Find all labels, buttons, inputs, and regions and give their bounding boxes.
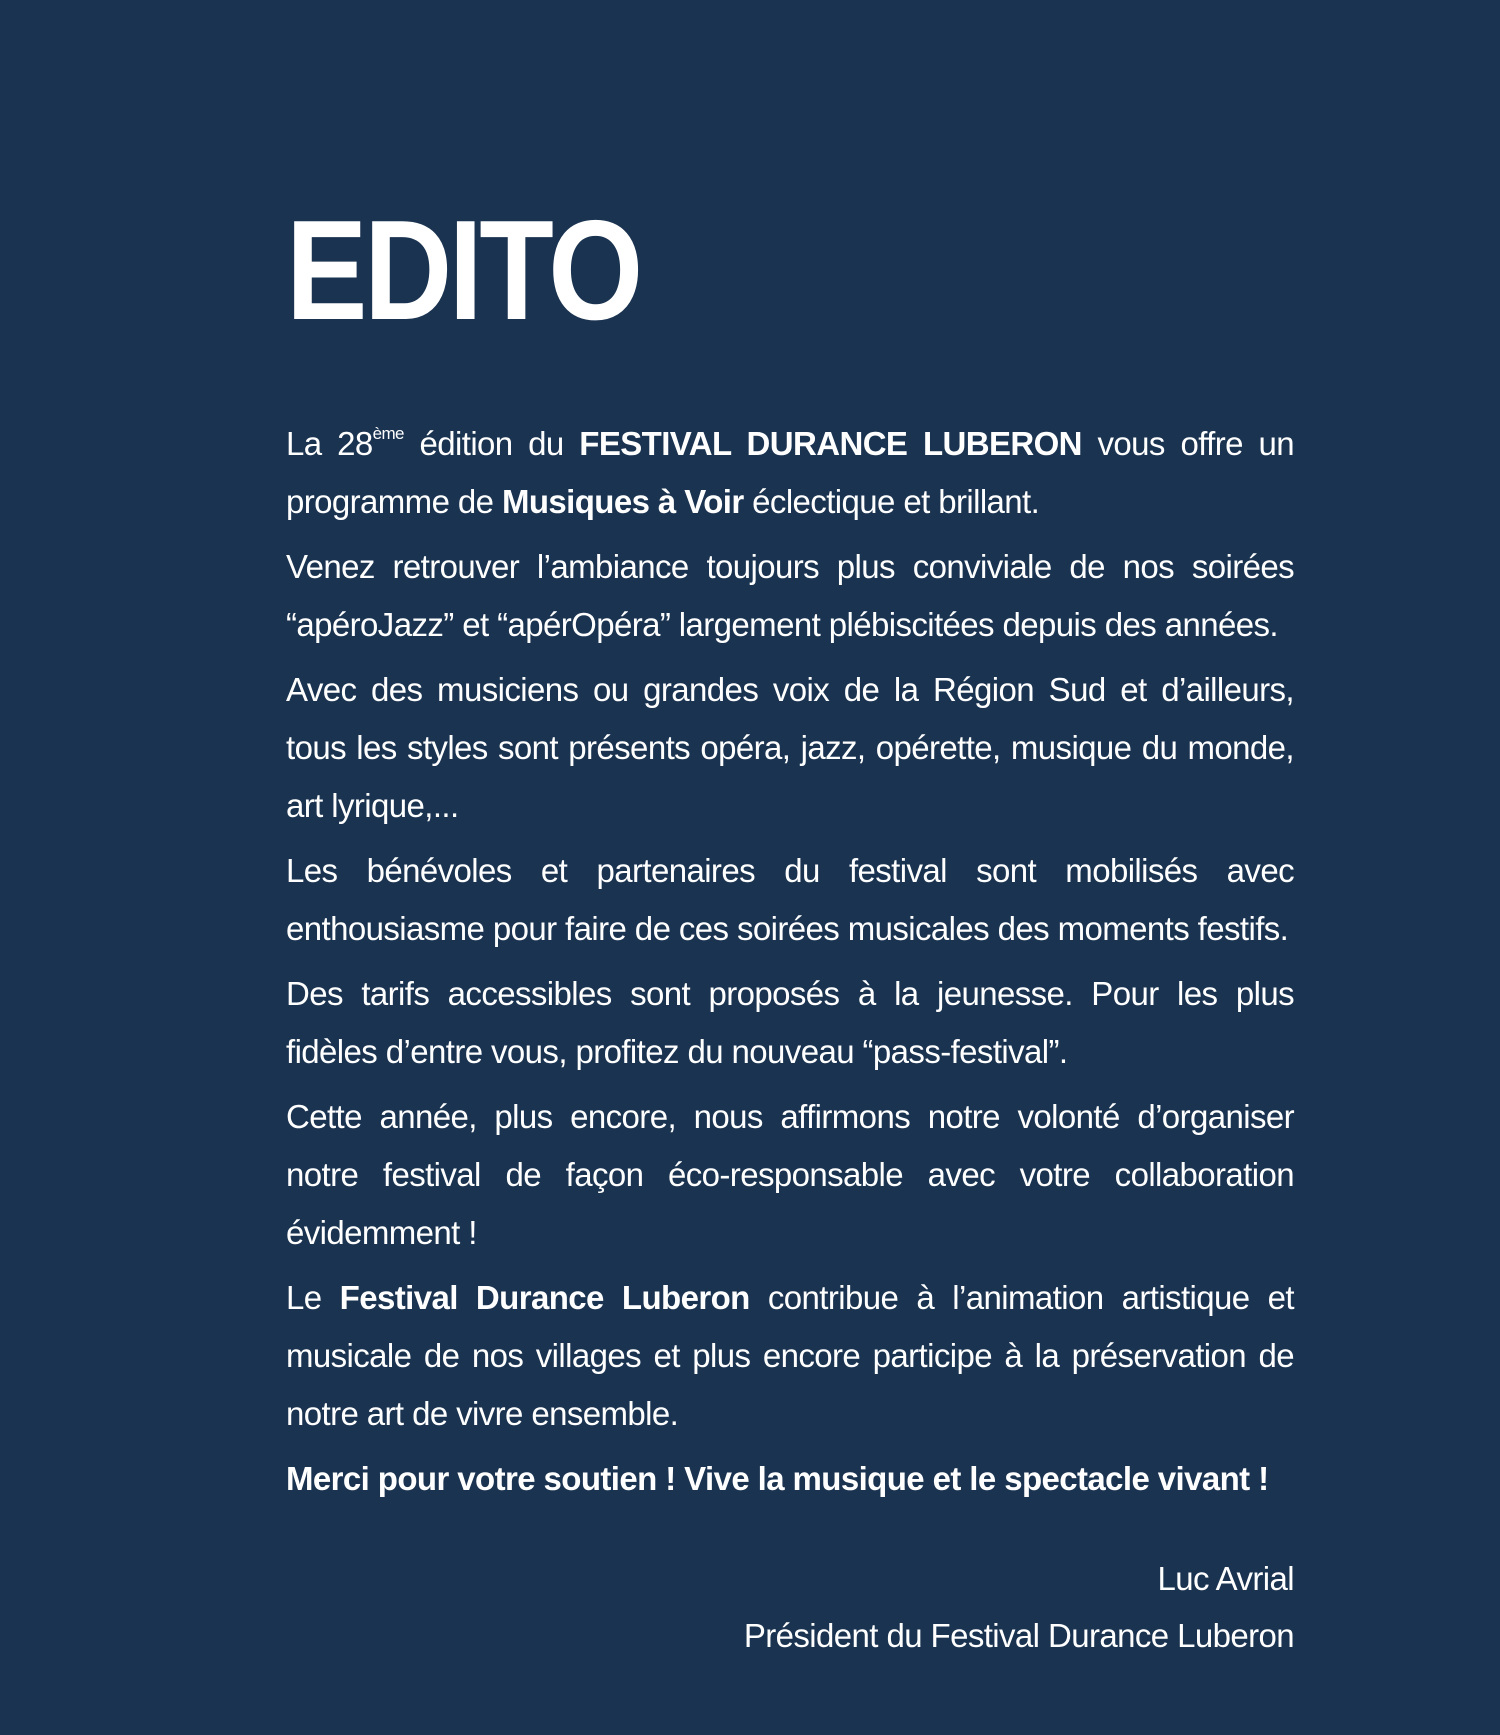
paragraph-tarifs: Des tarifs accessibles sont proposés à la jeunesse. Pour les plus fidèles d’entre vous, profitez du nouveau “pass-festival”. [286, 975, 1294, 1070]
festival-name: Festival Durance Luberon [339, 1279, 750, 1316]
musiques-a-voir: Musiques à Voir [501, 483, 744, 520]
intro-part-1: La 28 [286, 425, 373, 462]
signature-name: Luc Avrial [1157, 1560, 1294, 1597]
intro-part-2: édition du [403, 425, 580, 462]
contribution-part-1: Le [286, 1279, 340, 1316]
paragraph-volunteers: Les bénévoles et partenaires du festival sont mobilisés avec enthousiasme pour faire de ces soirées musicales des moments festifs. [286, 852, 1294, 947]
signature [744, 1550, 1294, 1664]
intro-part-4: éclectique et brillant. [743, 483, 1040, 520]
edito-content [286, 191, 1294, 1654]
closing-line: Merci pour votre soutien ! Vive la musique et le spectacle vivant ! [286, 1460, 1269, 1497]
contribution-part-2: contribue à l’animation artistique et musicale de nos villages et plus encore participe à la préservation de notre art de vivre ensemble. [286, 1279, 1294, 1432]
intro-part-3: vous offre un programme de [286, 425, 1294, 520]
festival-name-caps: FESTIVAL DURANCE LUBERON [579, 425, 1082, 462]
signature-role: Président du Festival Durance Luberon [743, 1617, 1294, 1654]
paragraph-musicians: Avec des musiciens ou grandes voix de la Région Sud et d’ailleurs, tous les styles sont présents opéra, jazz, opérette, musique du monde, art lyrique,... [286, 671, 1294, 824]
paragraph-contribution [286, 1269, 1294, 1443]
paragraph-eco: Cette année, plus encore, nous affirmons notre volonté d’organiser notre festival de façon éco-responsable avec votre collaboration évidemment ! [286, 1098, 1294, 1251]
edito-body [286, 415, 1294, 1515]
paragraph-intro [286, 415, 1294, 531]
paragraph-ambiance: Venez retrouver l’ambiance toujours plus conviviale de nos soirées “apéroJazz” et “apérOpéra” largement plébiscitées depuis des années. [286, 548, 1294, 643]
ordinal-superscript: ème [372, 424, 404, 443]
page-title: EDITO [286, 191, 640, 350]
